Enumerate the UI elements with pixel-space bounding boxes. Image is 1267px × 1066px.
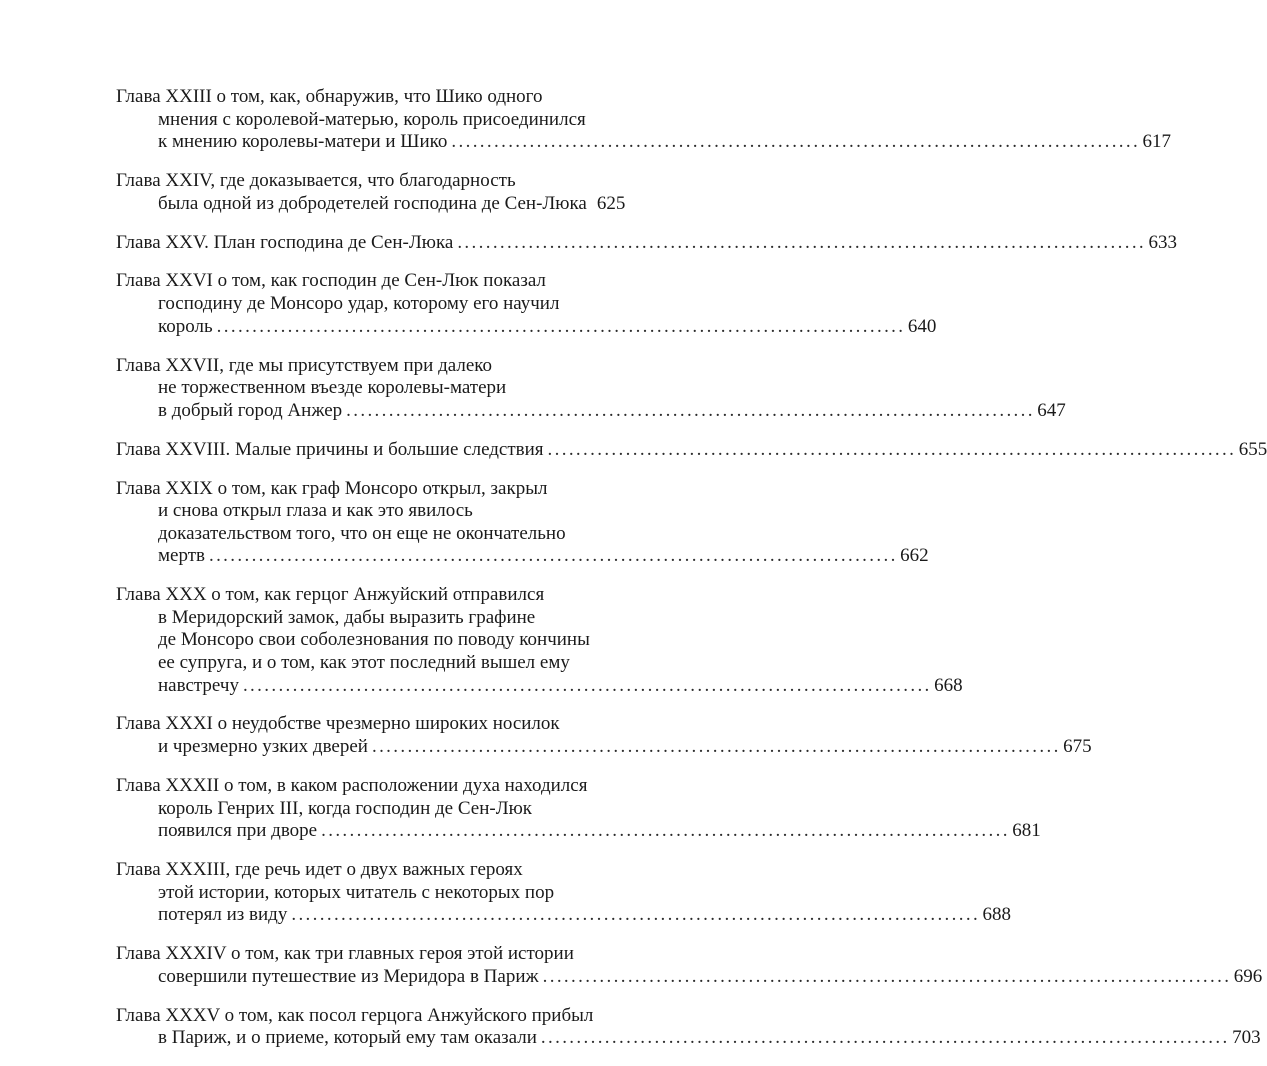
dot-leader xyxy=(209,545,894,568)
toc-entry-continuation-line xyxy=(116,882,610,905)
toc-page-number: 688 xyxy=(982,904,1012,926)
toc-entry-continuation-line xyxy=(116,674,963,698)
toc-entry-text: в Меридорский замок, дабы выразить графине xyxy=(158,606,536,628)
toc-entry-text: доказательством того, что он еще не окончательно xyxy=(158,522,566,544)
toc-page-number: 633 xyxy=(1148,231,1177,253)
toc-entry-text: мертв xyxy=(158,545,205,567)
toc-entry-text: в добрый город Анжер xyxy=(158,399,343,421)
toc-entry-continuation-line xyxy=(116,109,610,132)
toc-entry[interactable] xyxy=(116,859,1012,927)
toc-entry-continuation-line xyxy=(116,629,610,652)
toc-entry-text: навстречу xyxy=(158,674,239,696)
dot-leader xyxy=(346,400,1031,423)
toc-entry-continuation-line xyxy=(116,192,626,216)
toc-entry[interactable] xyxy=(116,86,1172,154)
toc-entry-heading-line xyxy=(116,231,1177,255)
toc-entry-text: король Генрих III, когда господин де Сен-Люк xyxy=(158,797,533,819)
toc-entry-heading-line xyxy=(116,355,610,378)
toc-page-number: 668 xyxy=(934,674,963,696)
toc-entry-continuation-line xyxy=(116,652,610,675)
toc-page-number: 681 xyxy=(1012,820,1041,842)
dot-leader xyxy=(291,904,976,927)
dot-leader xyxy=(451,131,1136,154)
toc-entry-heading-line xyxy=(116,859,610,882)
toc-entry-heading-line xyxy=(116,713,610,736)
toc-entry-continuation-line xyxy=(116,736,1092,759)
toc-entry-text: потерял из виду xyxy=(158,904,288,926)
toc-entry-continuation-line xyxy=(116,399,1066,423)
toc-entry-text: этой истории, которых читатель с некоторых пор xyxy=(158,881,555,903)
toc-entry-heading-line xyxy=(116,438,1267,462)
dot-leader xyxy=(372,736,1057,759)
toc-entry-continuation-line xyxy=(116,315,937,339)
toc-entry-continuation-line xyxy=(116,500,610,523)
toc-entry-text: мнения с королевой-матерью, король присоединился xyxy=(158,108,586,130)
toc-page-number: 703 xyxy=(1232,1027,1261,1049)
dot-leader xyxy=(321,820,1006,843)
toc-page-number: 640 xyxy=(907,315,937,337)
toc-entry-text: Глава XXVIII. Малые причины и большие следствия xyxy=(116,438,544,460)
toc-entry-continuation-line xyxy=(116,131,1172,154)
toc-entry-text: Глава XXXI о неудобстве чрезмерно широких носилок xyxy=(116,713,560,735)
toc-entry-continuation-line xyxy=(116,1027,1261,1050)
toc-entry-text: появился при дворе xyxy=(158,820,318,842)
toc-entry-text: не торжественном въезде королевы-матери xyxy=(158,377,507,399)
toc-entry-continuation-line xyxy=(116,965,1263,989)
toc-entry-text: в Париж, и о приеме, который ему там оказали xyxy=(158,1027,537,1049)
table-of-contents xyxy=(116,86,1267,1066)
toc-entry-text: Глава XXIX о том, как граф Монсоро открыл, закрыл xyxy=(116,477,548,499)
toc-entry-text: Глава XXIV, где доказывается, что благодарность xyxy=(116,170,516,192)
toc-entry[interactable] xyxy=(116,231,1177,255)
toc-entry-continuation-line xyxy=(116,523,610,546)
toc-entry-text: господину де Монсоро удар, которому его научил xyxy=(158,293,560,315)
dot-leader xyxy=(548,439,1233,462)
toc-page-number: 625 xyxy=(596,192,626,214)
toc-entry-text: Глава XXXII о том, в каком расположении духа находился xyxy=(116,774,588,796)
toc-entry[interactable] xyxy=(116,270,937,338)
toc-entry-text: Глава XXVII, где мы присутствуем при далеко xyxy=(116,354,493,376)
toc-page-number: 675 xyxy=(1063,736,1092,758)
toc-page-number: 696 xyxy=(1233,965,1263,987)
dot-leader xyxy=(243,675,928,698)
dot-leader xyxy=(457,232,1142,255)
toc-entry-text: Глава XXX о том, как герцог Анжуйский отправился xyxy=(116,584,545,606)
dot-leader xyxy=(541,1027,1226,1050)
toc-entry[interactable] xyxy=(116,1004,1261,1050)
toc-entry-text: Глава XXVI о том, как господин де Сен-Люк показал xyxy=(116,270,546,292)
toc-entry[interactable] xyxy=(116,774,1041,843)
toc-page-number: 647 xyxy=(1037,399,1066,421)
toc-page-number: 617 xyxy=(1142,131,1172,153)
toc-entry-text: Глава XXXIII, где речь идет о двух важных героях xyxy=(116,859,523,880)
toc-page-number: 662 xyxy=(900,545,929,567)
toc-entry-continuation-line xyxy=(116,293,610,316)
toc-entry-text: к мнению королевы-матери и Шико xyxy=(158,131,448,153)
dot-leader xyxy=(217,316,902,339)
toc-entry-heading-line xyxy=(116,86,610,109)
toc-entry-continuation-line xyxy=(116,904,1012,927)
toc-entry-text: была одной из добродетелей господина де Сен-Люка xyxy=(158,192,587,214)
toc-entry[interactable] xyxy=(116,713,1092,758)
toc-entry[interactable] xyxy=(116,943,1263,988)
toc-entry-continuation-line xyxy=(116,545,929,568)
toc-entry-continuation-line xyxy=(116,798,610,821)
toc-entry-heading-line xyxy=(116,1005,610,1028)
toc-entry-text: ее супруга, и о том, как этот последний вышел ему xyxy=(158,651,570,673)
toc-entry[interactable] xyxy=(116,438,1267,462)
toc-entry-text: и снова открыл глаза и как это явилось xyxy=(158,500,473,522)
toc-entry[interactable] xyxy=(116,354,1066,423)
toc-entry[interactable] xyxy=(116,477,929,568)
toc-entry-text: и чрезмерно узких дверей xyxy=(158,736,368,758)
toc-entry-text: король xyxy=(158,315,213,337)
toc-entry-heading-line xyxy=(116,775,610,798)
toc-entry-text: Глава XXIII о том, как, обнаружив, что Шико одного xyxy=(116,86,543,107)
toc-entry-text: де Монсоро свои соболезнования по поводу кончины xyxy=(158,629,590,651)
toc-entry-heading-line xyxy=(116,478,610,501)
toc-entry-text: Глава XXV. План господина де Сен-Люка xyxy=(116,231,454,253)
toc-entry-text: Глава XXXV о том, как посол герцога Анжуйского прибыл xyxy=(116,1004,594,1026)
toc-entry-continuation-line xyxy=(116,377,610,400)
toc-entry-text: совершили путешествие из Меридора в Париж xyxy=(158,965,539,987)
toc-page-number: 655 xyxy=(1238,438,1267,460)
toc-entry-heading-line xyxy=(116,943,610,966)
dot-leader xyxy=(543,966,1228,989)
toc-entry[interactable] xyxy=(116,170,626,215)
toc-entry-heading-line xyxy=(116,170,610,193)
toc-entry-continuation-line xyxy=(116,820,1041,843)
toc-entry-text: Глава XXXIV о том, как три главных героя этой истории xyxy=(116,943,574,965)
toc-entry-heading-line xyxy=(116,584,610,607)
toc-entry-heading-line xyxy=(116,270,610,293)
toc-entry[interactable] xyxy=(116,584,963,697)
toc-entry-continuation-line xyxy=(116,607,610,630)
